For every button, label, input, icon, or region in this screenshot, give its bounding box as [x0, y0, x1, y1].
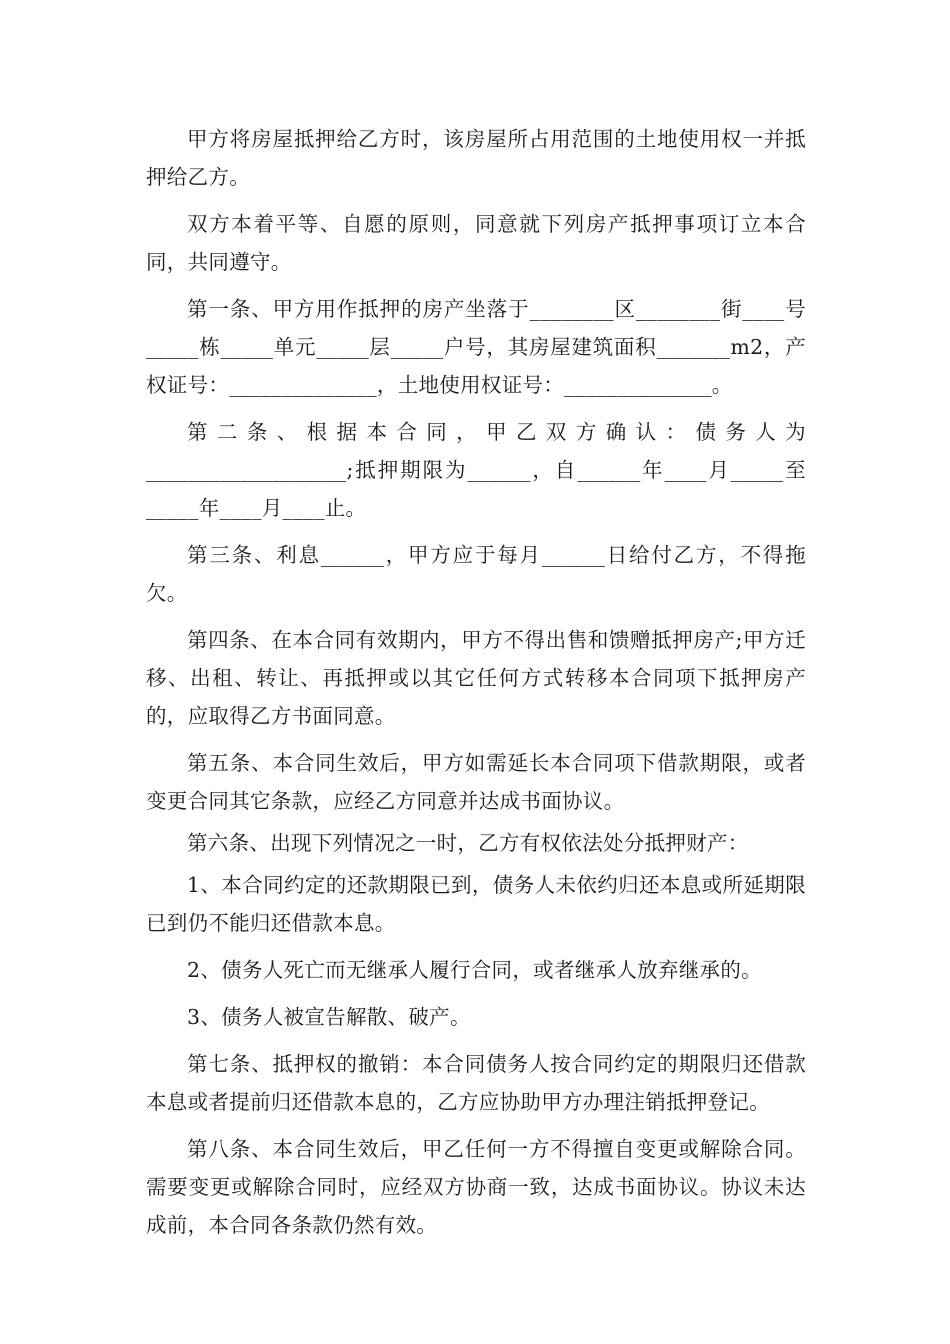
paragraph-principle: 双方本着平等、自愿的原则，同意就下列房产抵押事项订立本合同，共同遵守。 — [146, 212, 806, 274]
article-7-revocation: 第七条、抵押权的撤销：本合同债务人按合同约定的期限归还借款本息或者提前归还借款本息的，乙方应协助甲方办理注销抵押登记。 — [146, 1052, 806, 1114]
article-1-property-location: 第一条、甲方用作抵押的房产坐落于________区________街____号_____栋_____单元_____层_____户号，其房屋建筑面积_______m2，产权证号：______________，土地使用权证号：______________。 — [146, 297, 806, 397]
article-6-item-3: 3、债务人被宣告解散、破产。 — [187, 1005, 471, 1029]
article-6-item-2: 2、债务人死亡而无继承人履行合同，或者继承人放弃继承的。 — [187, 958, 762, 982]
article-6-disposal: 第六条、出现下列情况之一时，乙方有权依法处分抵押财产： — [187, 831, 749, 855]
contract-page — [146, 120, 806, 1253]
article-5-extension: 第五条、本合同生效后，甲方如需延长本合同项下借款期限，或者变更合同其它条款，应经乙方同意并达成书面协议。 — [146, 751, 806, 813]
paragraph-land-use-right: 甲方将房屋抵押给乙方时，该房屋所占用范围的土地使用权一并抵押给乙方。 — [146, 127, 806, 189]
article-4-restrictions: 第四条、在本合同有效期内，甲方不得出售和馈赠抵押房产;甲方迁移、出租、转让、再抵押或以其它任何方式转移本合同项下抵押房产的，应取得乙方书面同意。 — [146, 628, 806, 728]
article-6-item-1: 1、本合同约定的还款期限已到，债务人未依约归还本息或所延期限已到仍不能归还借款本息。 — [146, 873, 806, 935]
article-8-modification: 第八条、本合同生效后，甲乙任何一方不得擅自变更或解除合同。需要变更或解除合同时，应经双方协商一致，达成书面协议。协议未达成前，本合同各条款仍然有效。 — [146, 1137, 806, 1237]
article-3-interest: 第三条、利息______，甲方应于每月______日给付乙方，不得拖欠。 — [146, 543, 806, 605]
article-2-debtor-term: 第二条、根据本合同，甲乙双方确认：债务人为___________________;抵押期限为______，自______年____月_____至_____年____月____止。 — [146, 420, 806, 520]
